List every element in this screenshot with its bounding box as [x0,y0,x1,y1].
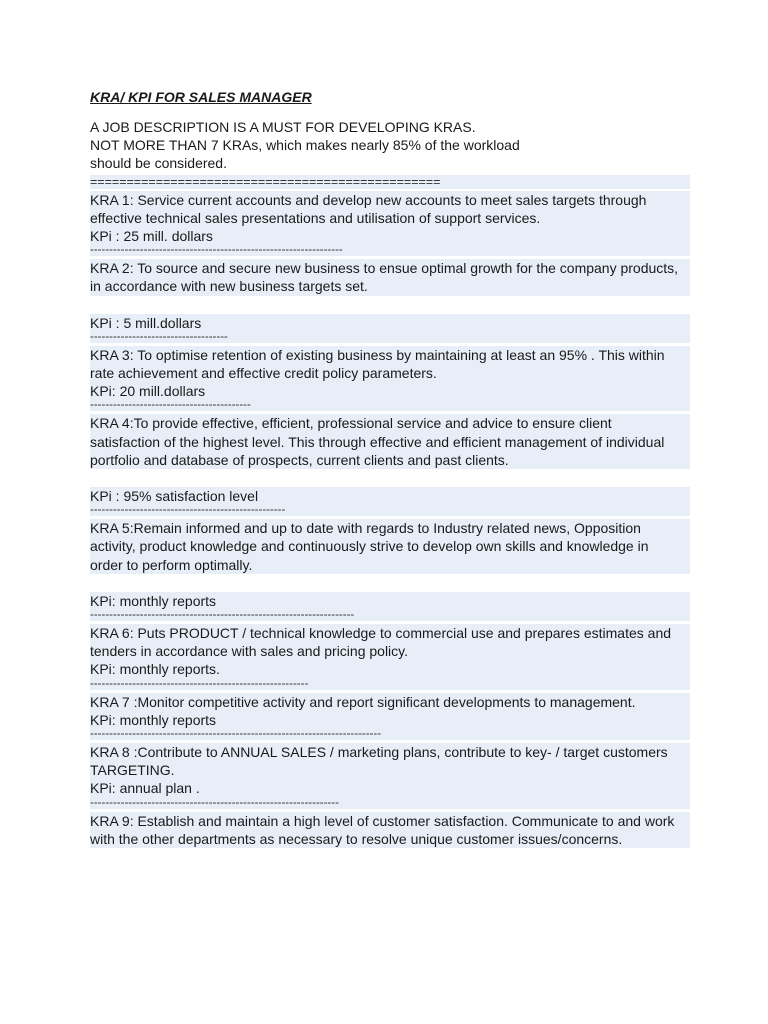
kra-block-7 [90,693,690,740]
document-content [90,88,690,848]
kra-line: KRA 3: To optimise retention of existing business by maintaining at least an 95% . This within [90,346,690,364]
kra-line: order to perform optimally. [90,556,690,574]
kra-line: KRA 4:To provide effective, efficient, professional service and advice to ensure client [90,414,690,432]
kpi-line: KPi: 20 mill.dollars [90,382,690,400]
kra-block-8 [90,743,690,809]
kra-block-5 [90,519,690,621]
kra-line: effective technical sales presentations and utilisation of support services. [90,209,690,227]
separator-dashes: ---------------------------------------------------------------------------- [90,729,690,740]
separator-dashes: ------------------------------------ [90,332,690,343]
kra-line: satisfaction of the highest level. This through effective and efficient management of individual [90,433,690,451]
kra-block-1 [90,191,690,257]
kra-line: with the other departments as necessary to resolve unique customer issues/concerns. [90,830,690,848]
kra-block-3 [90,346,690,412]
kra-line: TARGETING. [90,761,690,779]
kra-line: tenders in accordance with sales and pricing policy. [90,642,690,660]
separator-equals: ================================================ [90,175,690,189]
kra-line: portfolio and database of prospects, current clients and past clients. [90,451,690,469]
kpi-line: KPi: monthly reports [90,592,690,610]
kra-line: KRA 8 :Contribute to ANNUAL SALES / marketing plans, contribute to key- / target customers [90,743,690,761]
blank-line [90,296,690,314]
kra-line: KRA 7 :Monitor competitive activity and report significant developments to management. [90,693,690,711]
kra-line: activity, product knowledge and continuously strive to develop own skills and knowledge in [90,537,690,555]
kra-line: KRA 6: Puts PRODUCT / technical knowledge to commercial use and prepares estimates and [90,624,690,642]
kpi-line: KPi: monthly reports. [90,660,690,678]
kpi-line: KPi: monthly reports [90,711,690,729]
kra-block-2 [90,259,690,343]
intro-line: A JOB DESCRIPTION IS A MUST FOR DEVELOPING KRAS. [90,119,476,135]
page-title: KRA/ KPI FOR SALES MANAGER [90,89,312,105]
separator-dashes: --------------------------------------------------------- [90,679,690,690]
kra-block-9 [90,812,690,848]
kra-line: KRA 5:Remain informed and up to date with regards to Industry related news, Opposition [90,519,690,537]
separator-dashes: ----------------------------------------------------------------- [90,798,690,809]
kra-line: KRA 9: Establish and maintain a high level of customer satisfaction. Communicate to and work [90,812,690,830]
kpi-line: KPi : 25 mill. dollars [90,227,690,245]
separator-dashes: --------------------------------------------------- [90,505,690,516]
separator-dashes: ------------------------------------------------------------------ [90,245,690,256]
kra-block-4 [90,414,690,516]
kra-block-6 [90,624,690,690]
kra-line: in accordance with new business targets set. [90,277,690,295]
intro-line: should be considered. [90,155,227,172]
kpi-line: KPi: annual plan . [90,779,690,797]
kpi-line: KPi : 95% satisfaction level [90,487,690,505]
kra-line: KRA 1: Service current accounts and develop new accounts to meet sales targets through [90,191,690,209]
kpi-line: KPi : 5 mill.dollars [90,314,690,332]
kra-line: rate achievement and effective credit policy parameters. [90,364,690,382]
kra-line: KRA 2: To source and secure new business to ensue optimal growth for the company products, [90,259,690,277]
intro-line: NOT MORE THAN 7 KRAs, which makes nearly 85% of the workload [90,137,520,154]
blank-line [90,574,690,592]
separator-dashes: --------------------------------------------------------------------- [90,610,690,621]
separator-dashes: ------------------------------------------ [90,400,690,411]
blank-line [90,469,690,487]
